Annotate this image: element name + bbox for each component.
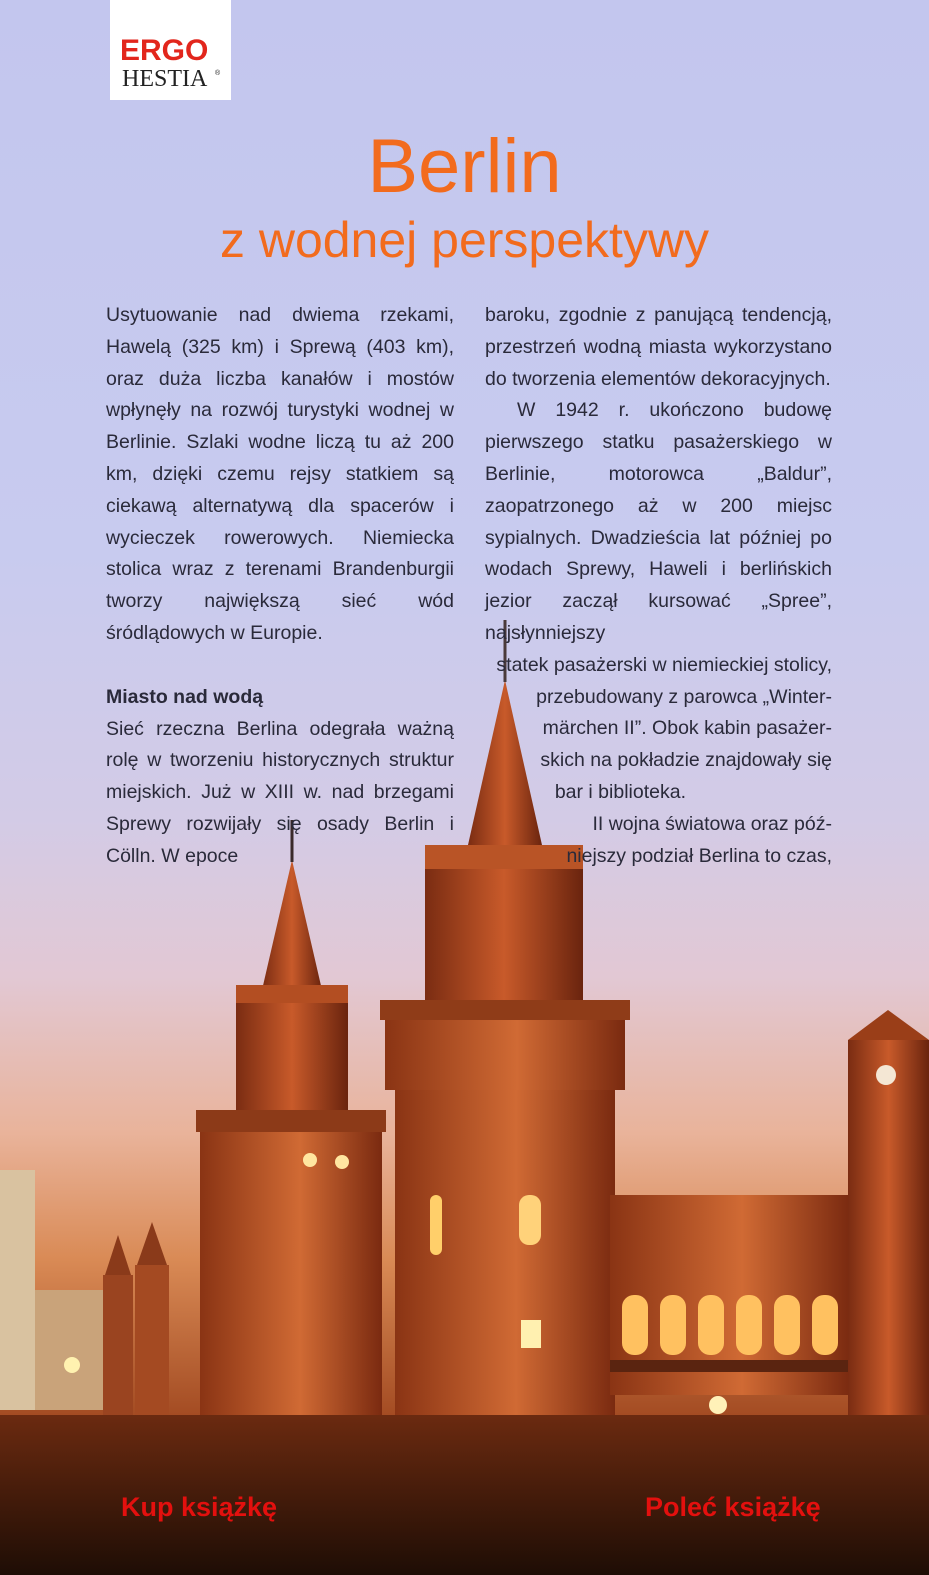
ship-paragraph-line: skich na pokładzie znajdowały się	[540, 749, 832, 772]
ship-paragraph-line: statek pasażerski w niemieckiej stolicy,	[496, 653, 832, 676]
text-column-right	[485, 300, 832, 872]
ship-paragraph-line: bar i biblioteka.	[554, 780, 686, 803]
page-subtitle: z wodnej perspektywy	[219, 212, 710, 268]
intro-paragraph: Usytuowanie nad dwiema rzekami, Hawelą (325 km) i Sprewą (403 km), oraz duża liczba kanałów i mostów wpłynęły na rozwój turystyki wodnej w Berlinie. Szlaki wodne liczą tu aż 200 km, dzięki czemu rejsy statkiem są ciekawą alternatywą dla spacerów i wycieczek rowerowych. Niemiecka stolica wraz z terenami Brandenburgii tworzy największą sieć wód śródlądowych w Europie.	[106, 304, 454, 644]
text-column-left	[106, 300, 454, 873]
war-paragraph-line: niejszy podział Berlina to czas,	[566, 844, 832, 867]
buy-book-link[interactable]: Kup książkę	[121, 1492, 278, 1522]
baroque-paragraph: baroku, zgodnie z panującą tendencją, przestrzeń wodną miasta wykorzystano do tworzenia elementów dekoracyjnych.	[485, 304, 832, 390]
ship-paragraph-line: märchen II”. Obok kabin pasażer-	[542, 717, 832, 740]
logo-registered-mark: ®	[215, 70, 221, 77]
ergo-hestia-logo	[110, 0, 231, 100]
page-title: Berlin	[367, 124, 562, 209]
ship-paragraph-line: przebudowany z parowca „Winter-	[536, 685, 832, 708]
recommend-book-link[interactable]: Poleć książkę	[645, 1492, 821, 1522]
ship-paragraph: W 1942 r. ukończono budowę pierwszego statku pasażerskiego w Berlinie, motorowca „Baldur”, zaopatrzonego aż w 200 miejsc sypialnych. Dwadzieścia lat później po wodach Sprewy, Haweli i berlińskich jezior zaczął kursować „Spree”, najsłynniejszy	[485, 399, 832, 644]
section-heading: Miasto nad wodą	[106, 685, 264, 708]
logo-ergo-text: ERGO	[120, 34, 209, 67]
logo-hestia-text: HESTIA	[122, 66, 208, 92]
section-paragraph: Sieć rzeczna Berlina odegrała ważną rolę w tworzeniu historycznych struktur miejskich. Już w XIII w. nad brzegami Sprewy rozwijały się osady Berlin i Cölln. W epoce	[106, 717, 454, 867]
war-paragraph-line: II wojna światowa oraz póź-	[592, 812, 832, 835]
